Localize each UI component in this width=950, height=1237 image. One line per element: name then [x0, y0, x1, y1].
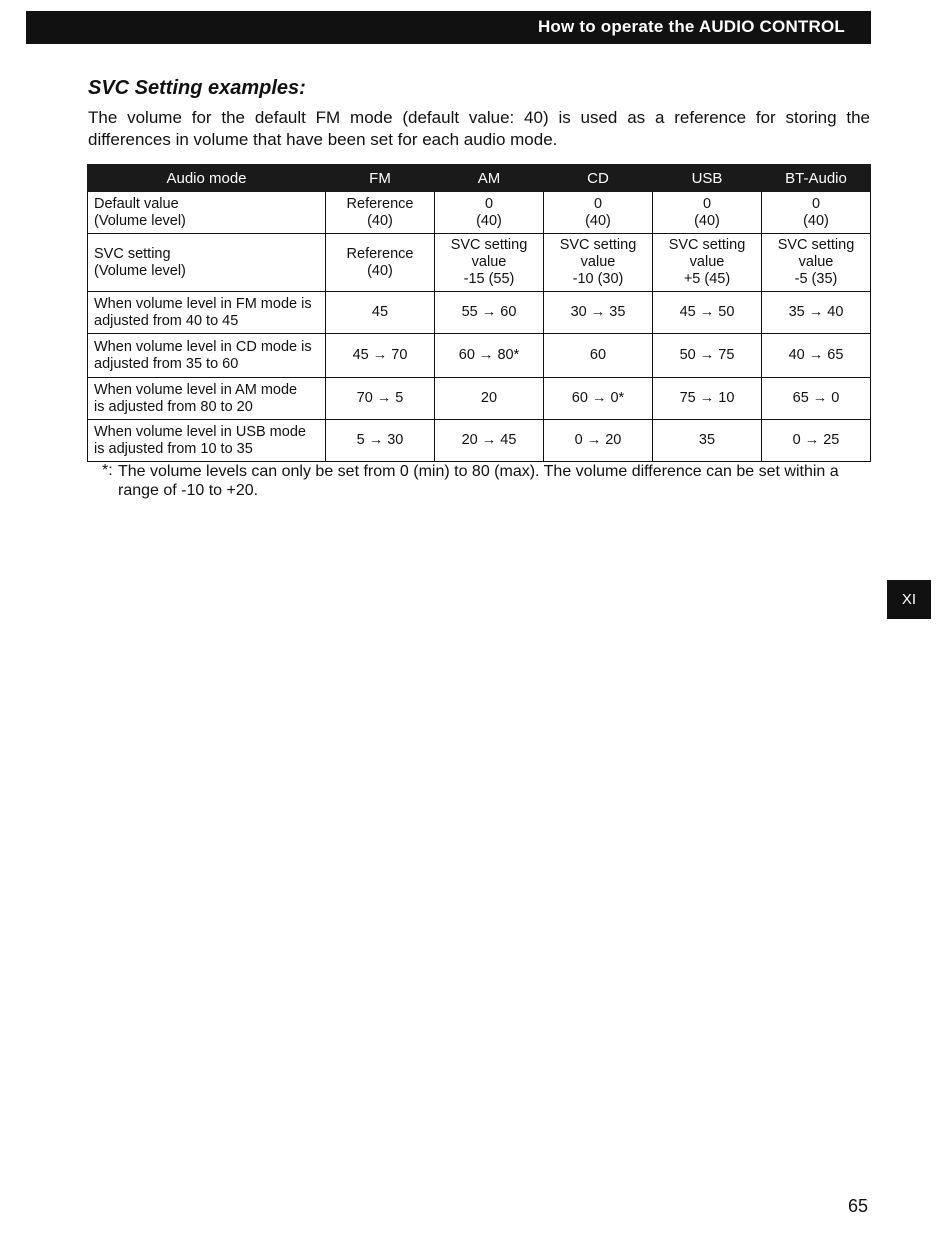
cell-line: 45 → 70 — [352, 347, 408, 363]
row-label-line: When volume level in USB mode — [94, 423, 306, 440]
table-cell — [544, 378, 653, 420]
table-cell — [435, 420, 544, 462]
row-label — [88, 234, 326, 292]
table-header-row — [88, 165, 871, 192]
intro-paragraph: The volume for the default FM mode (default value: 40) is used as a reference for storing the differences in volume that have been set for each audio mode. — [88, 108, 870, 149]
header-title: How to operate the AUDIO CONTROL — [537, 17, 845, 36]
cell-line: SVC setting — [559, 237, 637, 253]
cell-line: (40) — [585, 212, 611, 229]
table-cell — [762, 420, 871, 462]
cell-line: 45 → 50 — [679, 304, 735, 320]
cell-line: +5 (45) — [683, 271, 731, 287]
table-row — [88, 378, 871, 420]
cell-line: -15 (55) — [463, 271, 515, 287]
table-cell — [653, 378, 762, 420]
table-cell — [326, 234, 435, 292]
cell-line: 0 → 25 — [792, 432, 840, 448]
row-label-line: Default value — [94, 195, 179, 212]
row-label — [88, 420, 326, 462]
header-usb: USB — [653, 165, 762, 192]
cell-line: (40) — [367, 262, 393, 279]
table-cell — [544, 234, 653, 292]
table-cell — [435, 292, 544, 334]
table-cell — [326, 420, 435, 462]
table-cell — [544, 334, 653, 378]
row-label-line: When volume level in CD mode is — [94, 338, 312, 355]
table-cell — [762, 378, 871, 420]
cell-line: (40) — [803, 212, 829, 229]
cell-line: 40 → 65 — [788, 347, 844, 363]
cell-line: 45 — [371, 304, 389, 320]
header-bt-audio: BT-Audio — [762, 165, 871, 192]
table-cell — [653, 420, 762, 462]
cell-line: 20 → 45 — [461, 432, 517, 448]
cell-line: -5 (35) — [794, 271, 838, 287]
table-cell — [653, 192, 762, 234]
table-cell — [544, 292, 653, 334]
row-label-line: When volume level in FM mode is — [94, 295, 312, 312]
cell-line: -10 (30) — [572, 271, 624, 287]
cell-line: value — [580, 254, 616, 270]
row-label — [88, 334, 326, 378]
cell-line: (40) — [476, 212, 502, 229]
cell-line: 5 → 30 — [356, 432, 404, 448]
cell-line: 30 → 35 — [570, 304, 626, 320]
table-row — [88, 192, 871, 234]
row-label-line: is adjusted from 80 to 20 — [94, 398, 253, 415]
table-cell — [326, 334, 435, 378]
header-bar — [26, 11, 871, 44]
table-row — [88, 292, 871, 334]
cell-line: 0 → 20 — [574, 432, 622, 448]
row-label-line: (Volume level) — [94, 262, 186, 279]
cell-line: 60 → 0* — [571, 390, 625, 406]
row-label-line: adjusted from 35 to 60 — [94, 355, 239, 372]
table-cell — [762, 234, 871, 292]
cell-line: value — [798, 254, 834, 270]
cell-line: 60 — [589, 347, 607, 363]
section-title: SVC Setting examples: — [88, 77, 306, 99]
header-audio-mode: Audio mode — [88, 165, 326, 192]
table-cell — [435, 334, 544, 378]
cell-line: SVC setting — [777, 237, 855, 253]
cell-line: 0 — [484, 195, 494, 212]
table-row — [88, 420, 871, 462]
cell-line: 0 — [811, 195, 821, 212]
cell-line: (40) — [694, 212, 720, 229]
row-label — [88, 192, 326, 234]
cell-line: 50 → 75 — [679, 347, 735, 363]
footnote: The volume levels can only be set from 0 (min) to 80 (max). The volume difference can be set within a range of -10 to +20. — [118, 463, 839, 499]
footnote-mark: *: — [102, 462, 113, 479]
svc-table — [87, 164, 871, 462]
chapter-tab: XI — [887, 580, 931, 619]
page-number: 65 — [848, 1196, 869, 1216]
table-row — [88, 234, 871, 292]
cell-line: value — [689, 254, 725, 270]
row-label-line: (Volume level) — [94, 212, 186, 229]
cell-line: SVC setting — [450, 237, 528, 253]
cell-line: Reference — [346, 245, 414, 262]
table-cell — [653, 334, 762, 378]
cell-line: Reference — [346, 195, 414, 212]
table-cell — [435, 378, 544, 420]
table-cell — [653, 292, 762, 334]
table-cell — [544, 420, 653, 462]
cell-line: 65 → 0 — [792, 390, 840, 406]
row-label-line: SVC setting — [94, 245, 171, 262]
cell-line: 75 → 10 — [679, 390, 735, 406]
cell-line: 70 → 5 — [356, 390, 404, 406]
header-cd: CD — [544, 165, 653, 192]
row-label-line: When volume level in AM mode — [94, 381, 298, 398]
table-cell — [435, 192, 544, 234]
row-label — [88, 378, 326, 420]
row-label-line: adjusted from 40 to 45 — [94, 312, 239, 329]
table-cell — [653, 234, 762, 292]
table-row — [88, 334, 871, 378]
table-cell — [326, 192, 435, 234]
cell-line: 55 → 60 — [461, 304, 517, 320]
table-cell — [326, 292, 435, 334]
cell-line: 0 — [593, 195, 603, 212]
table-cell — [435, 234, 544, 292]
table-cell — [762, 334, 871, 378]
row-label — [88, 292, 326, 334]
table-cell — [762, 292, 871, 334]
cell-line: 35 — [698, 432, 716, 448]
cell-line: 35 → 40 — [788, 304, 844, 320]
cell-line: (40) — [367, 212, 393, 229]
cell-line: value — [471, 254, 507, 270]
row-label-line: is adjusted from 10 to 35 — [94, 440, 253, 457]
header-fm: FM — [326, 165, 435, 192]
table-cell — [762, 192, 871, 234]
table-cell — [544, 192, 653, 234]
table-cell — [326, 378, 435, 420]
cell-line: 20 — [480, 390, 498, 406]
cell-line: 0 — [702, 195, 712, 212]
cell-line: 60 → 80* — [458, 347, 520, 363]
header-am: AM — [435, 165, 544, 192]
cell-line: SVC setting — [668, 237, 746, 253]
